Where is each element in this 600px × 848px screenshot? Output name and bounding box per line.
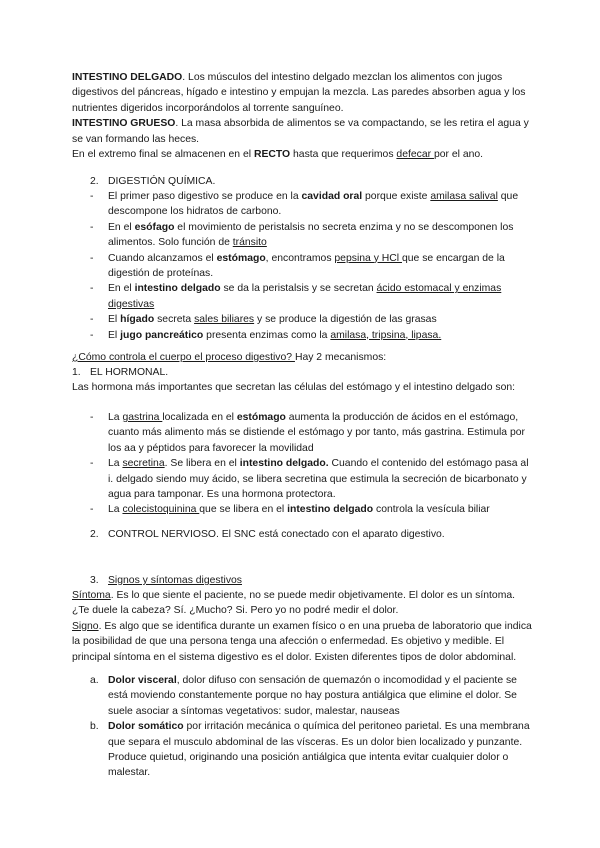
list-item [90, 189, 536, 220]
text: . Los músculos del intestino delgado mezclan los alimentos con jugos digestivos del páncreas, hígado e intestino y empujan la mezcla. Las paredes absorben agua y los nutrientes digeridos incorporándolos al torrente sanguíneo. [72, 72, 526, 114]
text: , dolor difuso con sensación de quemazón o incomodidad y el paciente se está moviendo constantemente porque no hay postura antiálgica que elimine el dolor. Se suele asociar a síntomas vegetativos: sudor, malestar, nauseas [108, 675, 517, 717]
term-intestino-delgado: INTESTINO DELGADO [72, 72, 183, 83]
term: Dolor somático [108, 721, 184, 733]
text: En el [108, 221, 135, 233]
text: Las hormona más importantes que secretan las células del estómago y el intestino delgado son: [72, 382, 516, 393]
text: CONTROL NERVIOSO. El SNC está conectado con el aparato digestivo. [108, 529, 445, 540]
text: La [108, 504, 123, 516]
paragraph-intestino-grueso [72, 116, 532, 147]
list-item [90, 220, 536, 251]
text: Hay 2 mecanismos: [294, 352, 387, 363]
dash: - [90, 314, 94, 326]
list-number: 3. [90, 575, 99, 586]
term: esófago [134, 221, 175, 233]
list-item [90, 410, 536, 456]
term: pepsina y HCl [334, 252, 402, 264]
text: En el extremo final se almacenen en el [72, 149, 254, 161]
list-number: 2. [90, 176, 99, 187]
text: Cuando el contenido del estómago pasa al i. delgado siendo muy ácido, se libera secretina que estimula la secreción de bicarbonato y agua para tamponar. Es una hormona protectora. [108, 458, 529, 501]
signos-heading [90, 573, 536, 588]
question: ¿Cómo controla el cuerpo el proceso digestivo? [72, 352, 295, 363]
dash: - [90, 329, 94, 341]
text: La [108, 458, 123, 470]
text: El [108, 314, 121, 326]
hormonal-heading [72, 365, 530, 380]
text: hasta que requerimos [290, 149, 397, 161]
list-item [90, 673, 536, 719]
list-number: 1. [72, 367, 81, 378]
paragraph-sintoma [72, 588, 532, 619]
list-item [90, 328, 536, 343]
list-number: 2. [90, 529, 99, 540]
text: que se encargan de la digestión de proteínas. [108, 252, 505, 280]
dash: - [90, 412, 94, 423]
term: Dolor visceral [108, 675, 177, 686]
text: que descompone los hidratos de carbono. [108, 191, 519, 218]
quimica-heading [90, 174, 536, 189]
term: jugo pancreático [120, 329, 204, 341]
dash: - [90, 283, 94, 295]
text: . Se libera en el [164, 458, 240, 470]
list-item [90, 251, 536, 282]
text: que se libera en el [199, 504, 288, 516]
dash: - [90, 458, 94, 470]
dolor-list [90, 673, 536, 781]
term: tránsito [232, 237, 267, 249]
text: En el [108, 283, 135, 295]
list-item [90, 719, 536, 781]
text: secreta [154, 314, 195, 326]
text: localizada en el [162, 412, 237, 423]
nervioso-item [90, 527, 536, 542]
term: secretina [122, 458, 165, 470]
list-letter: b. [90, 721, 99, 733]
term: estómago [216, 252, 266, 264]
dash: - [90, 191, 94, 202]
paragraph-recto [72, 147, 532, 162]
text: el movimiento de peristalsis no secreta enzima y no se descomponen los alimentos. Solo función de [108, 221, 514, 249]
term: ácido estomacal y enzimas digestivas [108, 283, 502, 310]
text: El [108, 329, 121, 341]
dash: - [90, 221, 94, 233]
quimica-list [90, 189, 536, 343]
section-title: Signos y síntomas digestivos [108, 575, 242, 586]
hormonal-intro [72, 380, 532, 395]
intro-section [72, 70, 532, 162]
list-item [90, 502, 536, 517]
text: presenta enzimas como la [203, 329, 331, 341]
list-item [90, 281, 536, 312]
control-question [72, 350, 532, 365]
term: hígado [120, 314, 155, 326]
list-item [90, 312, 536, 327]
text: El primer paso digestivo se produce en la [108, 191, 302, 202]
text: controla la vesícula biliar [373, 504, 490, 516]
term: intestino delgado. [239, 458, 329, 470]
term: intestino delgado [287, 504, 374, 516]
text: La [108, 412, 123, 423]
dash: - [90, 504, 94, 516]
text: , encontramos [265, 252, 335, 264]
text: por el ano. [433, 149, 484, 161]
text: porque existe [362, 191, 431, 202]
hormones-list [90, 410, 536, 518]
term-defecar: defecar [396, 149, 434, 161]
term: amilasa salival [430, 191, 498, 202]
term: cavidad oral [301, 191, 363, 202]
list-letter: a. [90, 675, 99, 686]
term: amilasa, tripsina, lipasa. [330, 329, 442, 341]
term-recto: RECTO [253, 149, 291, 161]
text: se da la peristalsis y se secretan [220, 283, 377, 295]
term: Síntoma [72, 590, 111, 601]
term: estómago [236, 412, 286, 423]
term: Signo [72, 620, 99, 632]
signos-text [72, 588, 532, 665]
dash: - [90, 252, 94, 264]
paragraph-intestino-delgado [72, 70, 532, 116]
text: . Es algo que se identifica durante un examen físico o en una prueba de laboratorio que indica la posibilidad de que una persona tenga una afección o enfermedad. Es objetivo y medible. El principal síntoma en el sistema digestivo es el dolor. Existen diferentes tipos de dolor abdominal. [72, 620, 532, 663]
text: . La masa absorbida de alimentos se va compactando, se les retira el agua y se van formando las heces. [72, 118, 529, 145]
text: aumenta la producción de ácidos en el estómago, cuanto más alimento más se distiende el estómago y por tanto, más gastrina. Estimula por los aa y péptidos para favorecer la movilidad [108, 412, 525, 454]
term: colecistoquinina [122, 504, 200, 516]
text: por irritación mecánica o química del peritoneo parietal. Es una membrana que separa el musculo abdominal de las vísceras. Es un dolor bien localizado y punzante. Produce quietud, originando una posición antiálgica que intenta evitar cualquier dolor o malestar. [108, 721, 530, 779]
section-title: EL HORMONAL. [90, 367, 169, 378]
paragraph-signo [72, 619, 532, 665]
term: intestino delgado [134, 283, 221, 295]
section-title: DIGESTIÓN QUÍMICA. [108, 176, 216, 187]
text: Cuando alcanzamos el [108, 252, 217, 264]
term: sales biliares [194, 314, 255, 326]
text: . Es lo que siente el paciente, no se puede medir objetivamente. El dolor es un síntoma. ¿Te duele la cabeza? Sí. ¿Mucho? Si. Pero yo no podré medir el dolor. [72, 590, 516, 617]
term-intestino-grueso: INTESTINO GRUESO [72, 118, 176, 130]
term: gastrina [122, 412, 163, 423]
text: y se produce la digestión de las grasas [254, 314, 437, 326]
list-item [90, 456, 536, 502]
